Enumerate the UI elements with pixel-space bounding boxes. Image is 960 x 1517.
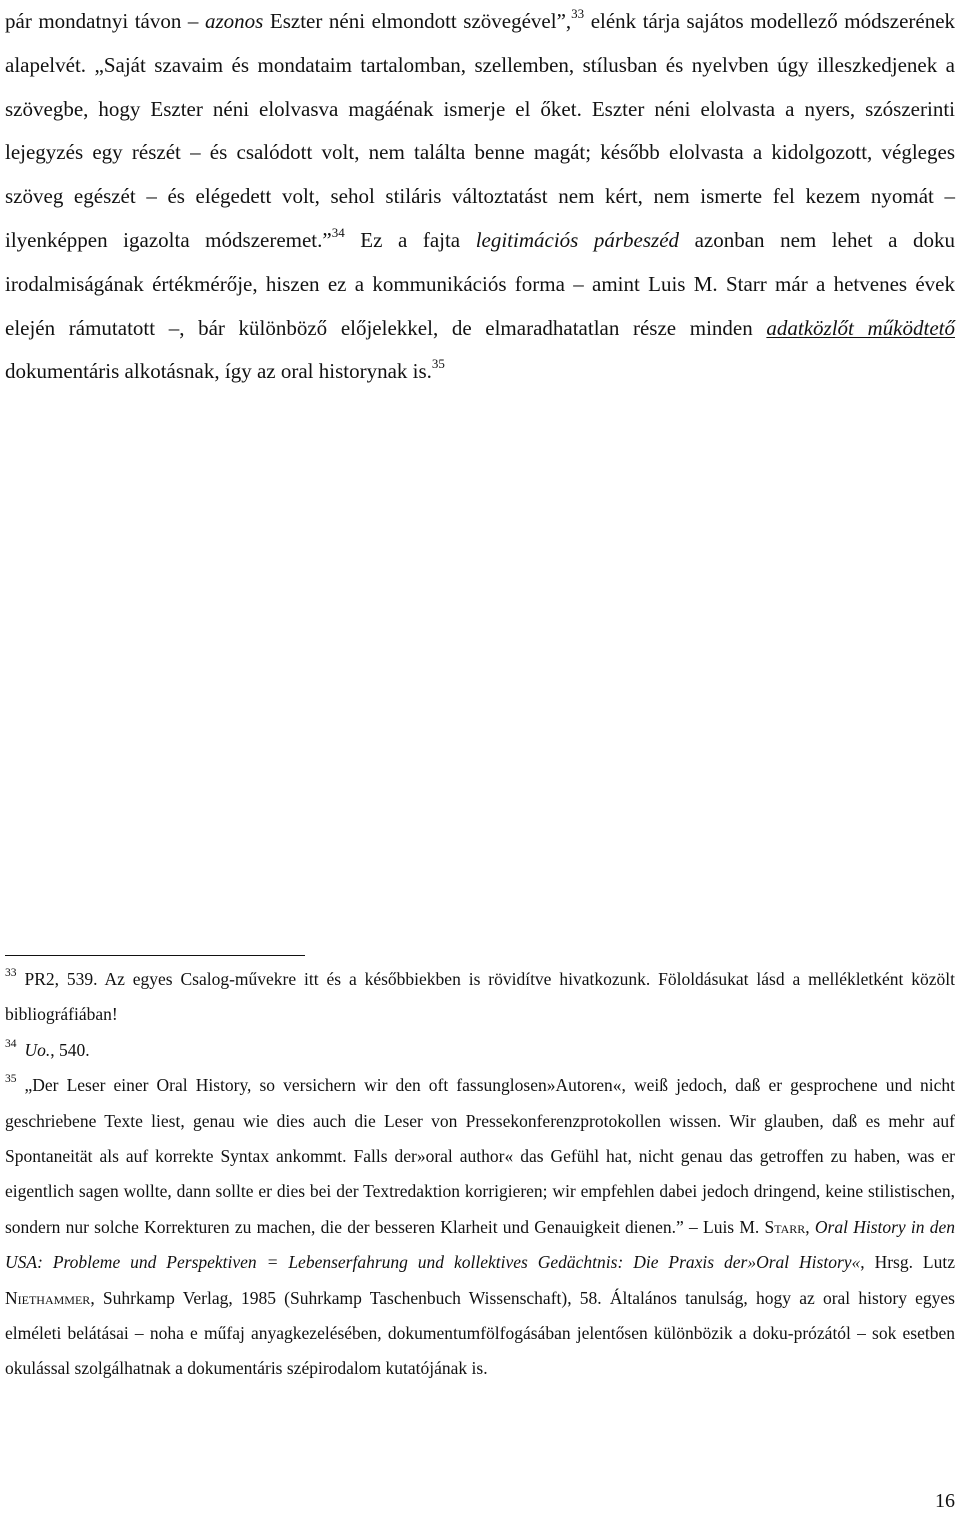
body-text: dokumentáris alkotásnak, így az oral historynak is. xyxy=(5,359,432,384)
footnote-number: 34 xyxy=(5,1037,17,1050)
footnote-reference-33[interactable]: 33 xyxy=(571,6,585,21)
page-number: 16 xyxy=(935,1490,955,1512)
footnote-35 xyxy=(5,1068,955,1387)
body-text: Ez a fajta xyxy=(360,227,461,252)
body-text: azonban nem lehet a doku irodalmiságának értékmérője, hiszen ez a kommunikációs forma – amint Luis M. Starr már a hetvenes évek elején rámutatott –, bár különböző előjelekkel, de elmaradhatatlan része minden xyxy=(5,227,956,340)
body-text: Eszter néni elmondott szövegével”, xyxy=(269,9,572,33)
footnote-reference-34[interactable]: 34 xyxy=(331,224,345,240)
footnote-author: Starr xyxy=(764,1216,806,1237)
footnote-number: 35 xyxy=(5,1073,17,1086)
footnote-number: 33 xyxy=(5,967,17,979)
body-italic-text: azonos xyxy=(204,9,264,33)
footnote-text: „Der Leser einer Oral History, so versichern wir den oft fassunglosen»Autoren«, weiß jedoch, daß er gesprochene und nicht geschriebene Texte liest, genau wie dies auch die Leser von Pressekonferenzprotokollen wissen. Wir glauben, daß es mehr auf Spontaneität als auf korrekte Syntax ankommt. Falls der»oral author« das Gefühl hat, nicht genau das getroffen zu haben, was er eigentlich sagen wollte, dann sollte er dies bei der Textredaktion korrigieren; wir empfehlen dabei jedoch dringend, keine stilistischen, sondern nur solche Korrekturen zu machen, die der besseren Klarheit und Genauigkeit dienen.” – Luis M. xyxy=(5,1075,955,1237)
footnote-italic-text: Uo. xyxy=(24,1039,51,1060)
footnote-text: , Hrsg. Lutz xyxy=(860,1252,955,1273)
footnote-34 xyxy=(5,1033,955,1068)
footnote-text: , xyxy=(805,1216,810,1237)
body-italic-text: legitimációs párbeszéd xyxy=(475,227,680,252)
body-text: pár mondatnyi távon – xyxy=(5,9,199,33)
footnote-author: Niethammer xyxy=(5,1287,91,1308)
footnote-reference-35[interactable]: 35 xyxy=(431,356,445,372)
footnote-book-title: Oral History in den USA: Probleme und Perspektiven = Lebenserfahrung und kollektives Gedächtnis: Die Praxis der»Oral History« xyxy=(5,1216,956,1273)
body-italic-underlined-text: adatközlőt működtető xyxy=(766,315,955,340)
body-text: elénk tárja sajátos modellező módszerének alapelvét. „Saját szavaim és mondataim tartalomban, szellemben, stílusban és nyelvben úgy illeszkedjenek a szövegbe, hogy Eszter néni elolvasva magáénak ismerje el őket. Eszter néni elolvasta a nyers, szószerinti lejegyzés egy részét – és csalódott volt, nem találta benne magát; később elolvasta a kidolgozott, végleges szöveg egészét – és elégedett volt, sehol stiláris változtatást nem kért, nem ismerte fel kezem nyomát – ilyenképpen igazolta módszeremet.” xyxy=(5,9,956,252)
footnote-text: PR2, 539. Az egyes Csalog-művekre itt és a későbbiekben is rövidítve hivatkozunk. Föloldásukat lásd a mellékletként közölt bibliográfiában! xyxy=(5,969,955,1025)
footnotes-section xyxy=(5,962,955,1387)
footnote-separator xyxy=(5,955,305,956)
footnote-text: , 540. xyxy=(50,1039,90,1060)
footnote-33 xyxy=(5,962,955,1033)
body-paragraph xyxy=(5,0,955,394)
footnote-text: , Suhrkamp Verlag, 1985 (Suhrkamp Taschenbuch Wissenschaft), 58. Általános tanulság, hogy az oral history egyes elméleti belátásai – noha e műfaj anyagkezelésében, dokumentumfölfogásában jelentősen különbözik a doku-prózától – sok esetben okulással szolgálhatnak a dokumentáris szépirodalom kutatójának is. xyxy=(5,1287,955,1379)
